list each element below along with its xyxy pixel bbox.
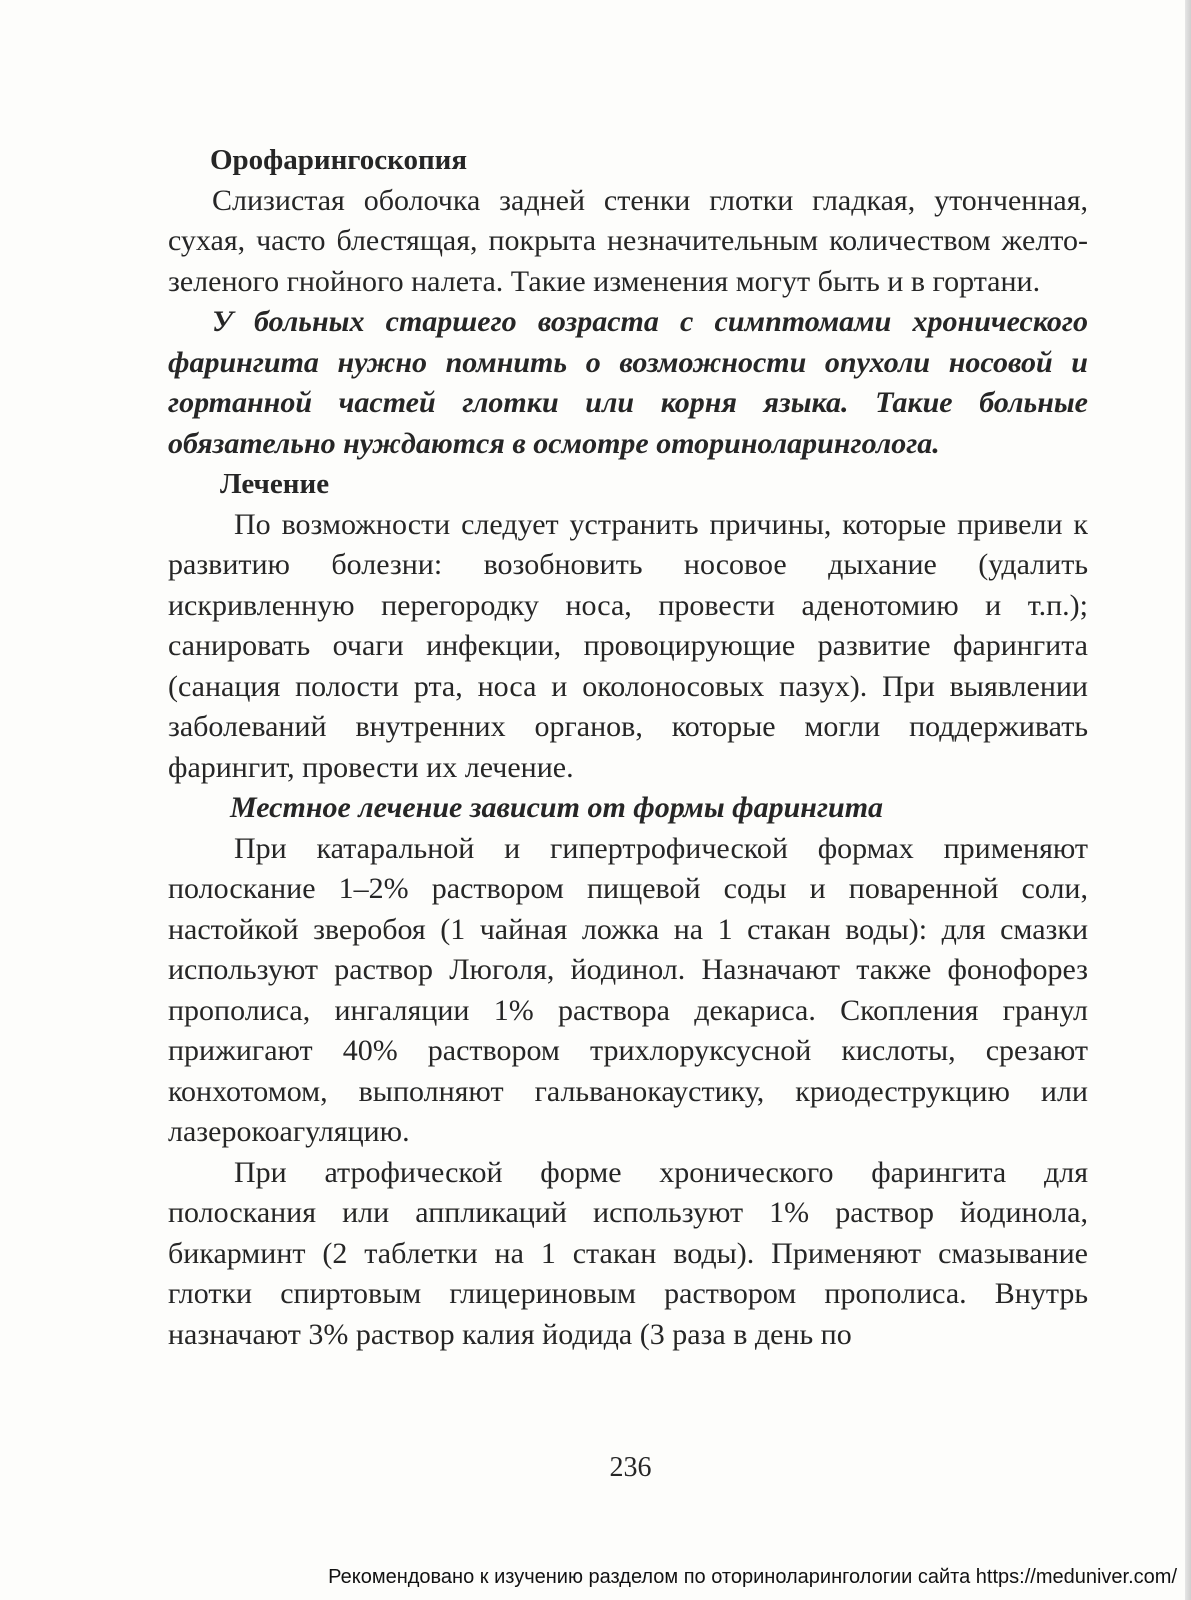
paragraph-treatment-causes: По возможности следует устранить причины, которые привели к развитию болезни: возобновить носовое дыхание (удалить искривленную перегородку носа, провести аденотомию и т.п.); санировать очаги инфекции, провоцирующие развитие фарингита (санация полости рта, носа и околоносовых пазух). При выявлении заболеваний внутренних органов, которые могли поддерживать фарингит, провести их лечение. (168, 507, 1088, 784)
heading-treatment: Лечение (220, 468, 330, 500)
paragraph-emphasis-warning: У больных старшего возраста с симптомами хронического фарингита нужно помнить о возможности опухоли носовой и гортанной частей глотки или корня языка. Такие больные обязательно нуждаются в осмотре оториноларинголога. (168, 305, 1088, 460)
page-content (168, 140, 1088, 1355)
paragraph-mucosa-description: Слизистая оболочка задней стенки глотки гладкая, утонченная, сухая, часто блестящая, покрыта незначительным количеством желто-зеленого гнойного налета. Такие изменения могут быть и в гортани. (168, 183, 1088, 298)
page-edge-shadow (1185, 0, 1191, 1600)
page-number: 236 (609, 1452, 652, 1483)
footer-recommendation: Рекомендовано к изучению разделом по оториноларингологии сайта https://meduniver.com/ (328, 1566, 1177, 1588)
paragraph-catarrhal-hypertrophic: При катаральной и гипертрофической формах применяют полоскание 1–2% раствором пищевой соды и поваренной соли, настойкой зверобоя (1 чайная ложка на 1 стакан воды): для смазки используют раствор Люголя, йодинол. Назначают также фонофорез прополиса, ингаляции 1% раствора декариса. Скопления гранул прижигают 40% раствором трихлоруксусной кислоты, срезают конхотомом, выполняют гальванокаустику, криодеструкцию или лазерокоагуляцию. (168, 831, 1088, 1148)
subheading-local-treatment: Местное лечение зависит от формы фарингита (230, 791, 884, 824)
paragraph-atrophic-form: При атрофической форме хронического фарингита для полоскания или аппликаций используют 1% раствор йодинола, бикарминт (2 таблетки на 1 стакан воды). Применяют смазывание глотки спиртовым глицериновым раствором прополиса. Внутрь назначают 3% раствор калия йодида (3 раза в день по (168, 1155, 1088, 1351)
heading-oropharyngoscopy: Орофарингоскопия (210, 144, 468, 176)
